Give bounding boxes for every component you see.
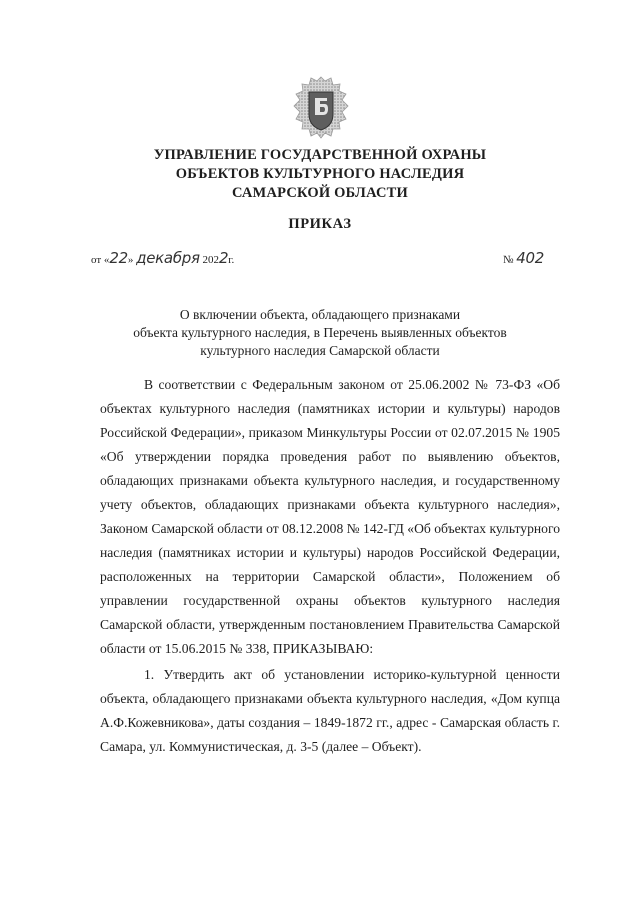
org-line-1: УПРАВЛЕНИЕ ГОСУДАРСТВЕННОЙ ОХРАНЫ	[153, 147, 487, 163]
subject-line-3: культурного наследия Самарской области	[200, 343, 440, 358]
subject-line-2: объекта культурного наследия, в Перечень выявленных объектов	[133, 325, 507, 340]
body-paragraph-item-1: 1. Утвердить акт об установлении историко-культурной ценности объекта, обладающего признаками объекта культурного наследия, «Дом купца А.Ф.Кожевникова», даты создания – 1849-1872 гг., адрес - Самарская область г. Самара, ул. Коммунистическая, д. 3-5 (далее – Объект).	[100, 667, 560, 754]
number-prefix: №	[503, 254, 514, 266]
date-end: г.	[228, 254, 235, 266]
order-date	[91, 249, 234, 267]
date-mid: »	[127, 254, 137, 266]
number-value: 402	[516, 249, 544, 267]
document-type: ПРИКАЗ	[288, 216, 352, 232]
date-day: 22	[109, 249, 128, 267]
date-year-suffix: 2	[218, 249, 229, 267]
date-month: декабря	[136, 249, 200, 267]
body-paragraph-preamble: В соответствии с Федеральным законом от 25.06.2002 № 73-ФЗ «Об объектах культурного наследия (памятниках истории и культуры) народов Российской Федерации», приказом Минкультуры России от 02.07.2015 № 1905 «Об утверждении порядка проведения работ по выявлению объектов, обладающих признаками объекта культурного наследия, и государственному учету объектов, обладающих признаками объекта культурного наследия», Законом Самарской области от 08.12.2008 № 142-ГД «Об объектах культурного наследия (памятниках истории и культуры) народов Российской Федерации, расположенных на территории Самарской области», Положением об управлении государственной охраны объектов культурного наследия Самарской области, утвержденным постановлением Правительства Самарской области от 15.06.2015 № 338, ПРИКАЗЫВАЮ:	[100, 377, 560, 656]
date-year-prefix: 202	[199, 254, 219, 266]
date-prefix: от «	[91, 254, 110, 266]
org-line-3: САМАРСКОЙ ОБЛАСТИ	[231, 185, 409, 201]
order-body	[100, 373, 560, 759]
order-number	[503, 249, 544, 267]
order-subject	[0, 306, 640, 360]
coat-of-arms-icon	[289, 74, 353, 140]
organization-name	[0, 146, 640, 203]
org-line-2: ОБЪЕКТОВ КУЛЬТУРНОГО НАСЛЕДИЯ	[175, 166, 465, 182]
subject-line-1: О включении объекта, обладающего признаками	[179, 307, 461, 322]
